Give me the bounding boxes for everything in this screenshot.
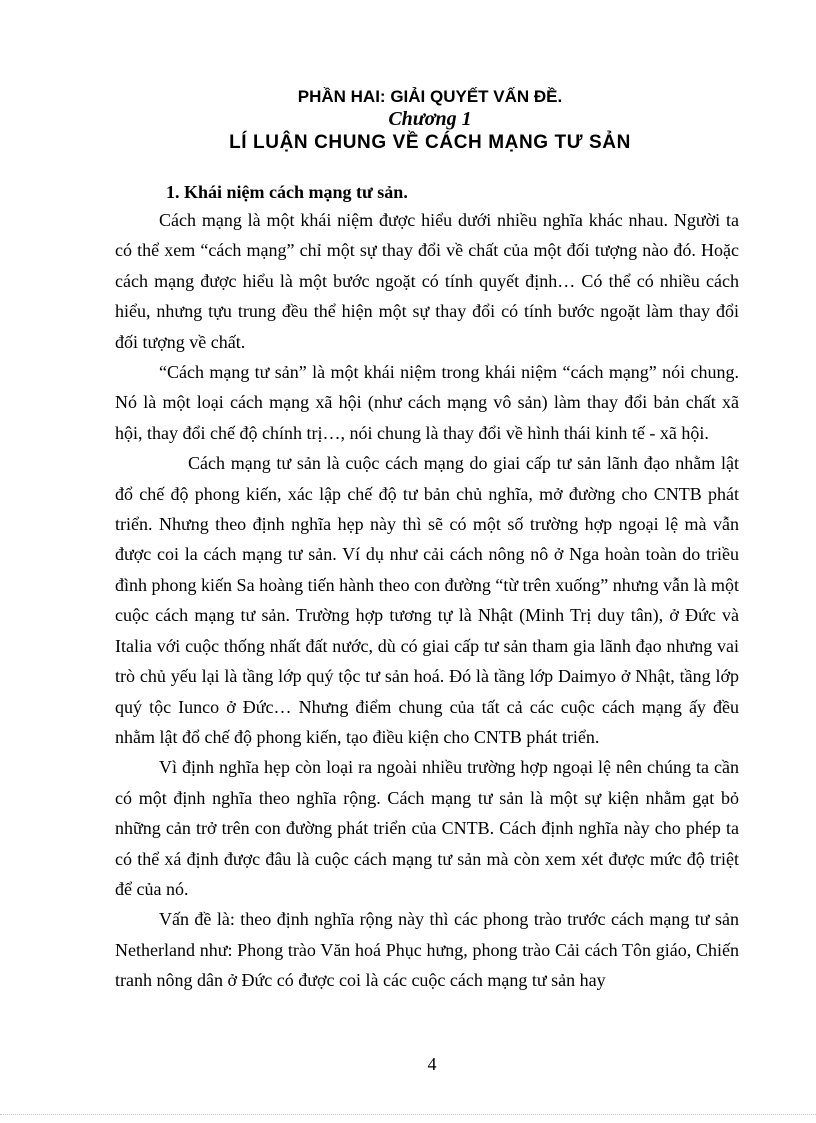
chapter-label: Chương 1 (388, 108, 472, 130)
chapter-title: LÍ LUẬN CHUNG VỀ CÁCH MẠNG TƯ SẢN (229, 132, 631, 153)
paragraph: “Cách mạng tư sản” là một khái niệm trong khái niệm “cách mạng” nói chung. Nó là một loại cách mạng xã hội (như cách mạng vô sản) làm thay đổi bản chất xã hội, thay đổi chế độ chính trị…, nói chung là thay đổi về hình thái kinh tế - xã hội. (115, 362, 739, 443)
body-text (115, 205, 739, 996)
paragraph: Vì định nghĩa hẹp còn loại ra ngoài nhiều trường hợp ngoại lệ nên chúng ta cần có một định nghĩa theo nghĩa rộng. Cách mạng tư sản là một sự kiện nhằm gạt bỏ những cản trở trên con đường phát triển của CNTB. Cách định nghĩa này cho phép ta có thể xá định được đâu là cuộc cách mạng tư sản mà còn xem xét được mức độ triệt để của nó. (115, 757, 739, 899)
paragraph: Cách mạng là một khái niệm được hiểu dưới nhiều nghĩa khác nhau. Người ta có thể xem “cách mạng” chỉ một sự thay đổi về chất của một đối tượng nào đó. Hoặc cách mạng được hiểu là một bước ngoặt có tính quyết định… Có thể có nhiều cách hiểu, nhưng tựu trung đều thể hiện một sự thay đổi có tính bước ngoặt làm thay đổi đối tượng về chất. (115, 210, 739, 352)
paragraph: Vấn đề là: theo định nghĩa rộng này thì các phong trào trước cách mạng tư sản Netherland như: Phong trào Văn hoá Phục hưng, phong trào Cải cách Tôn giáo, Chiến tranh nông dân ở Đức có được coi là các cuộc cách mạng tư sản hay (115, 909, 739, 991)
paragraph: Cách mạng tư sản là cuộc cách mạng do giai cấp tư sản lãnh đạo nhằm lật đổ chế độ phong kiến, xác lập chế độ tư bản chủ nghĩa, mở đường cho CNTB phát triển. Nhưng theo định nghĩa hẹp này thì sẽ có một số trường hợp ngoại lệ mà vẫn được coi la cách mạng tư sản. Ví dụ như cải cách nông nô ở Nga hoàn toàn do triều đình phong kiến Sa hoàng tiến hành theo con đường “từ trên xuống” nhưng vẫn là một cuộc cách mạng tư sản. Trường hợp tương tự là Nhật (Minh Trị duy tân), ở Đức và Italia với cuộc thống nhất đất nước, dù có giai cấp tư sản tham gia lãnh đạo nhưng vai trò chủ yếu lại là tầng lớp quý tộc tư sản hoá. Đó là tầng lớp Daimyo ở Nhật, tầng lớp quý tộc Iunco ở Đức… Nhưng điểm chung của tất cả các cuộc cách mạng ấy đều nhằm lật đổ chế độ phong kiến, tạo điều kiện cho CNTB phát triển. (115, 453, 739, 747)
section-heading: 1. Khái niệm cách mạng tư sản. (166, 182, 408, 202)
page-bottom-divider (0, 1114, 816, 1115)
page-number: 4 (427, 1054, 437, 1074)
part-heading: PHẦN HAI: GIẢI QUYẾT VẤN ĐỀ. (297, 87, 563, 106)
